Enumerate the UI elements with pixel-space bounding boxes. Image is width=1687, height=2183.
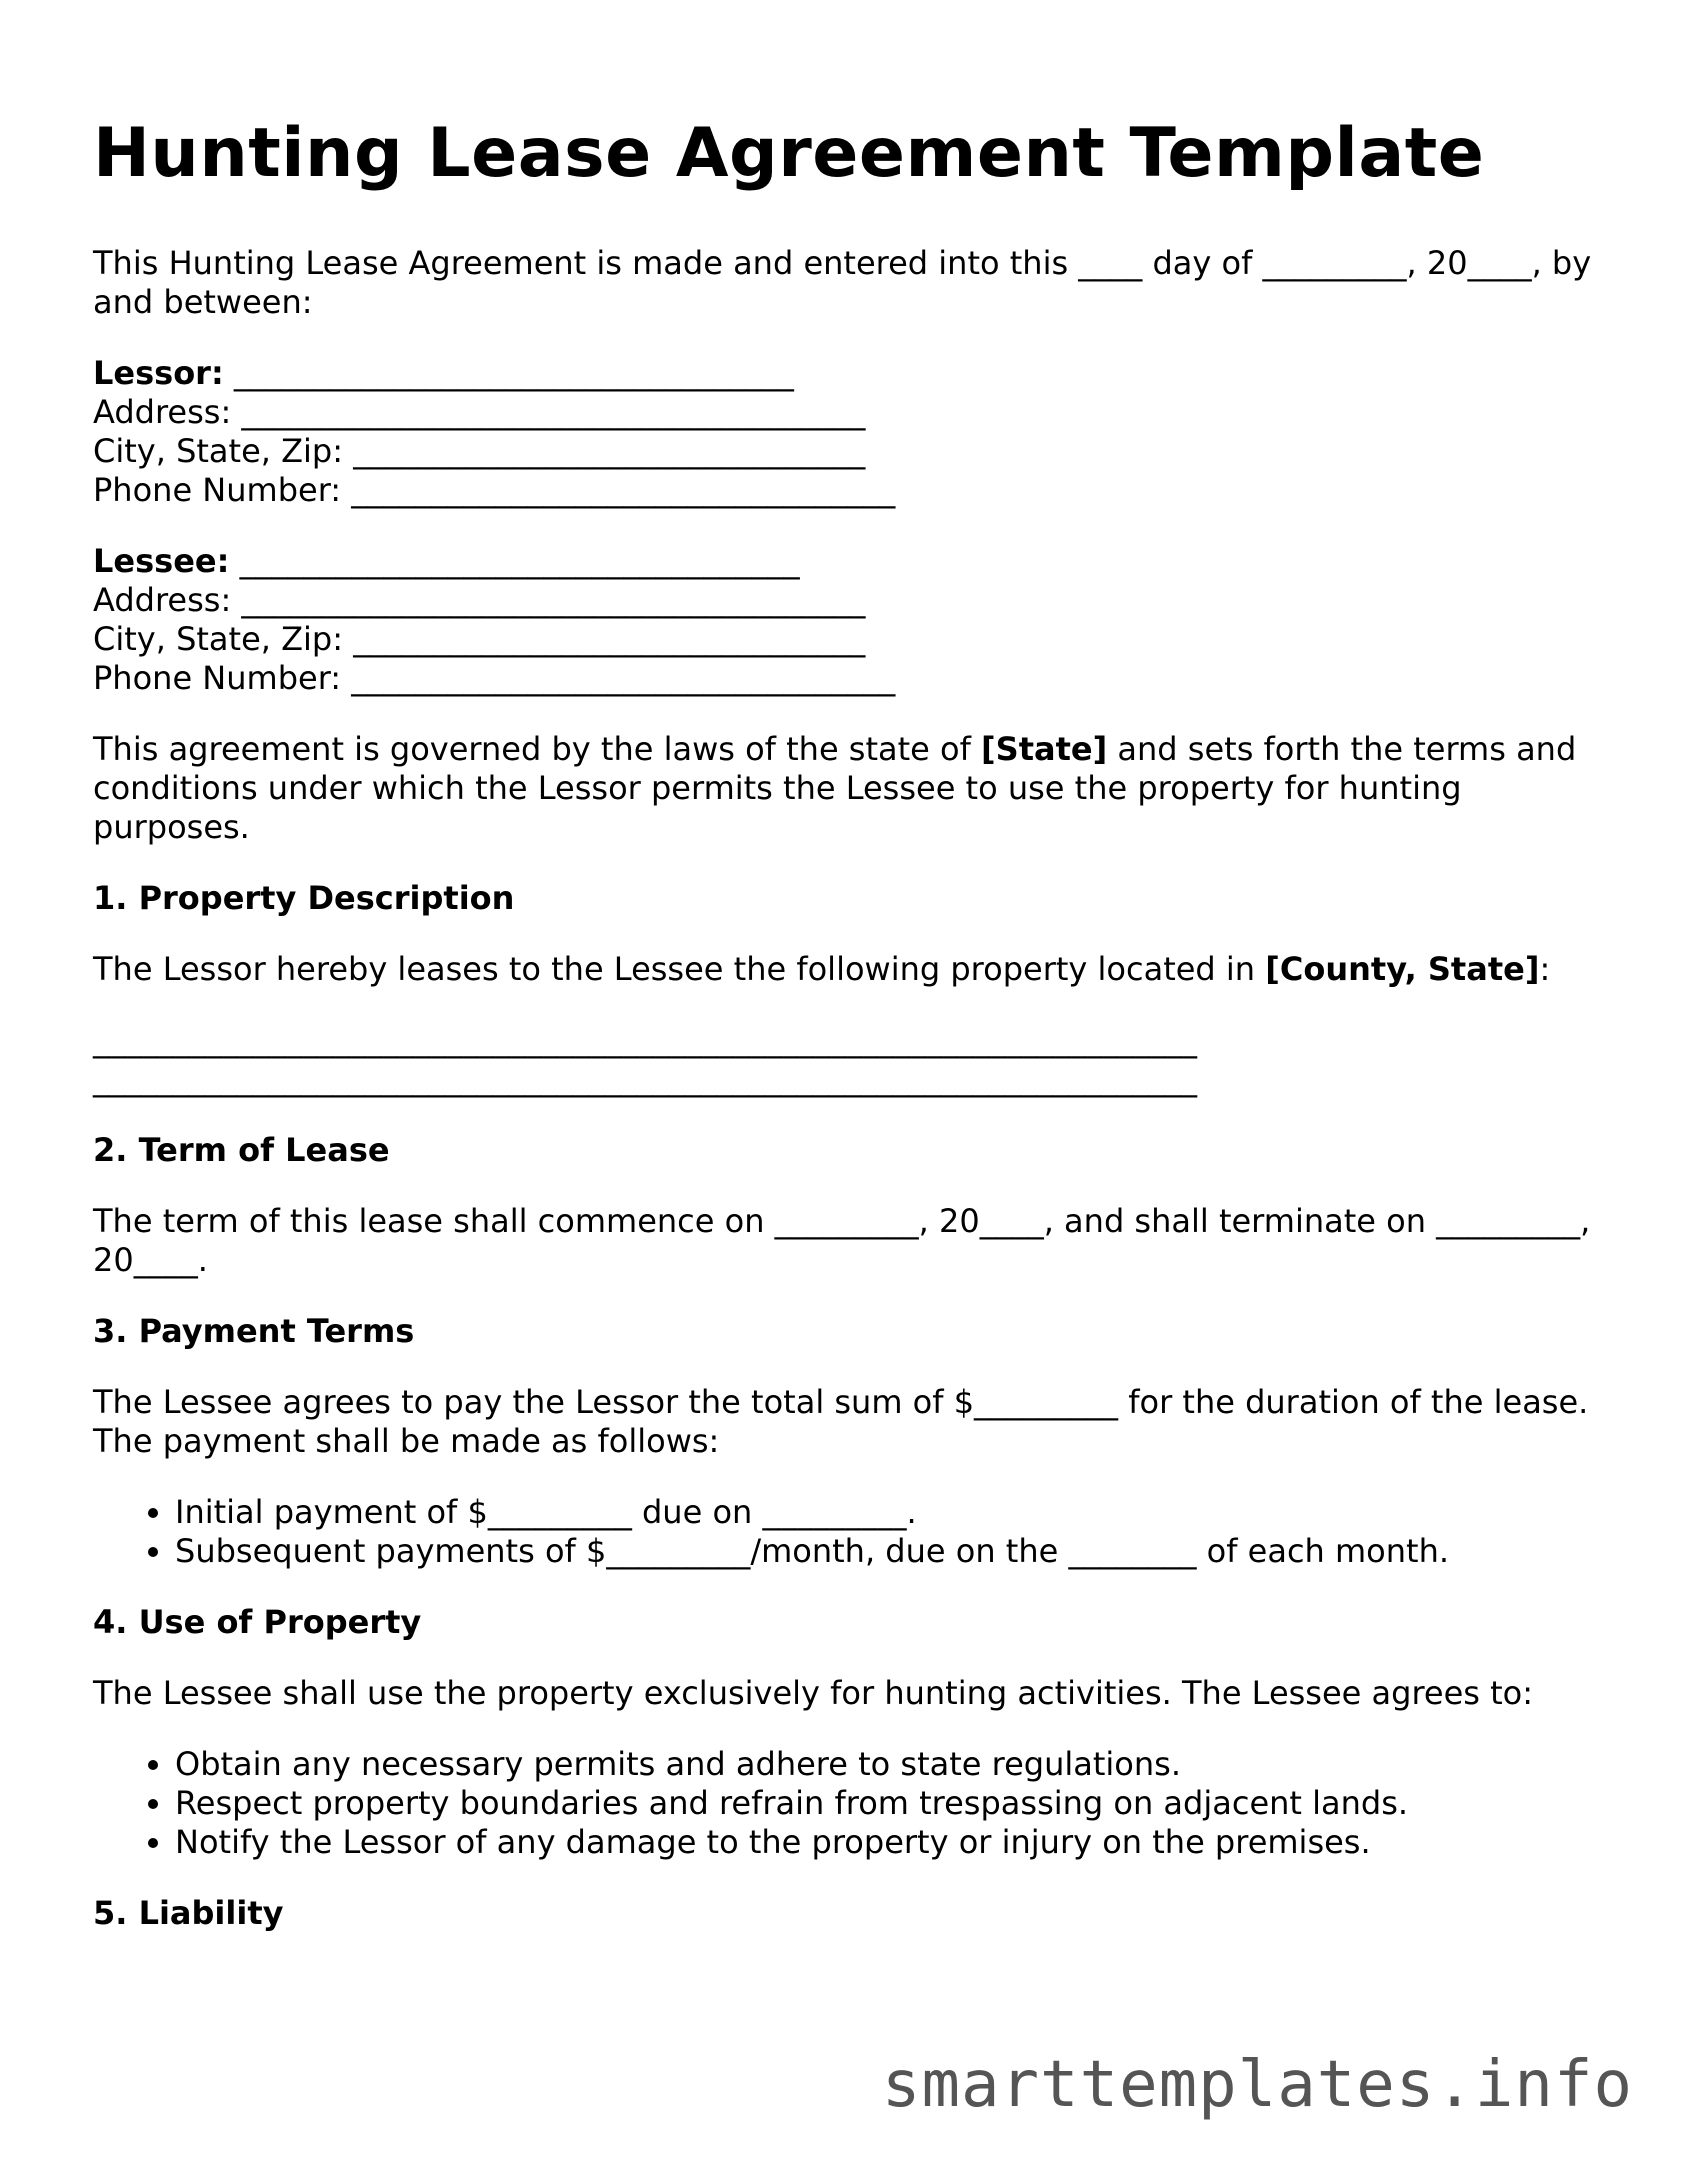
lessee-name-line xyxy=(93,542,1613,581)
lessee-city-line: City, State, Zip: ________________________________ xyxy=(93,620,866,658)
list-item: • Notify the Lessor of any damage to the property or injury on the premises. xyxy=(175,1823,1613,1862)
list-item: • Initial payment of $_________ due on _________. xyxy=(175,1493,1613,1532)
payment-list xyxy=(93,1493,1613,1571)
governing-text-before: This agreement is governed by the laws of the state of xyxy=(93,730,982,768)
lessor-name-line xyxy=(93,354,1613,393)
property-blank-line-2: _____________________________________________________________________ xyxy=(93,1060,1197,1098)
lessor-label: Lessor: xyxy=(93,354,224,392)
section-heading-property: 1. Property Description xyxy=(93,879,515,917)
lessor-city-line: City, State, Zip: ________________________________ xyxy=(93,432,866,470)
section-heading-use: 4. Use of Property xyxy=(93,1603,422,1641)
use-paragraph: The Lessee shall use the property exclusively for hunting activities. The Lessee agrees to: xyxy=(93,1674,1534,1712)
watermark: smarttemplates.info xyxy=(881,2048,1633,2122)
term-paragraph: The term of this lease shall commence on _________, 20____, and shall terminate on _________, 20____. xyxy=(93,1202,1591,1279)
property-description-lines xyxy=(93,1021,1613,1099)
document-page xyxy=(93,112,1613,1965)
section-heading-term: 2. Term of Lease xyxy=(93,1131,390,1169)
intro-paragraph: This Hunting Lease Agreement is made and entered into this ____ day of _________, 20____, by and between: xyxy=(93,244,1592,321)
list-item: • Respect property boundaries and refrain from trespassing on adjacent lands. xyxy=(175,1784,1613,1823)
lessor-address-line: Address: _______________________________________ xyxy=(93,393,866,431)
governing-state: [State] xyxy=(981,730,1108,768)
property-blank-line-1: _____________________________________________________________________ xyxy=(93,1021,1197,1059)
property-paragraph xyxy=(93,950,1613,989)
lessor-name-blank: ___________________________________ xyxy=(223,354,794,392)
use-list xyxy=(93,1745,1613,1862)
property-text-after: : xyxy=(1539,950,1551,988)
lessee-name-blank: ___________________________________ xyxy=(229,542,800,580)
property-text-before: The Lessor hereby leases to the Lessee the following property located in xyxy=(93,950,1266,988)
lessor-phone-line: Phone Number: __________________________________ xyxy=(93,471,896,509)
list-item: • Obtain any necessary permits and adhere to state regulations. xyxy=(175,1745,1613,1784)
governing-paragraph xyxy=(93,730,1613,847)
property-county-state: [County, State] xyxy=(1265,950,1540,988)
governing-text-after: and sets forth the terms and conditions under which the Lessor permits the Lessee to use the property for hunting purposes. xyxy=(93,730,1577,846)
payment-paragraph: The Lessee agrees to pay the Lessor the total sum of $_________ for the duration of the lease. The payment shall be made as follows: xyxy=(93,1383,1589,1460)
lessee-block xyxy=(93,542,1613,698)
lessee-phone-line: Phone Number: __________________________________ xyxy=(93,659,896,697)
section-heading-liability: 5. Liability xyxy=(93,1894,284,1932)
list-item: • Subsequent payments of $_________/month, due on the ________ of each month. xyxy=(175,1532,1613,1571)
lessee-label: Lessee: xyxy=(93,542,230,580)
lessee-address-line: Address: _______________________________________ xyxy=(93,581,866,619)
section-heading-payment: 3. Payment Terms xyxy=(93,1312,415,1350)
lessor-block xyxy=(93,354,1613,510)
document-title: Hunting Lease Agreement Template xyxy=(93,114,1485,193)
